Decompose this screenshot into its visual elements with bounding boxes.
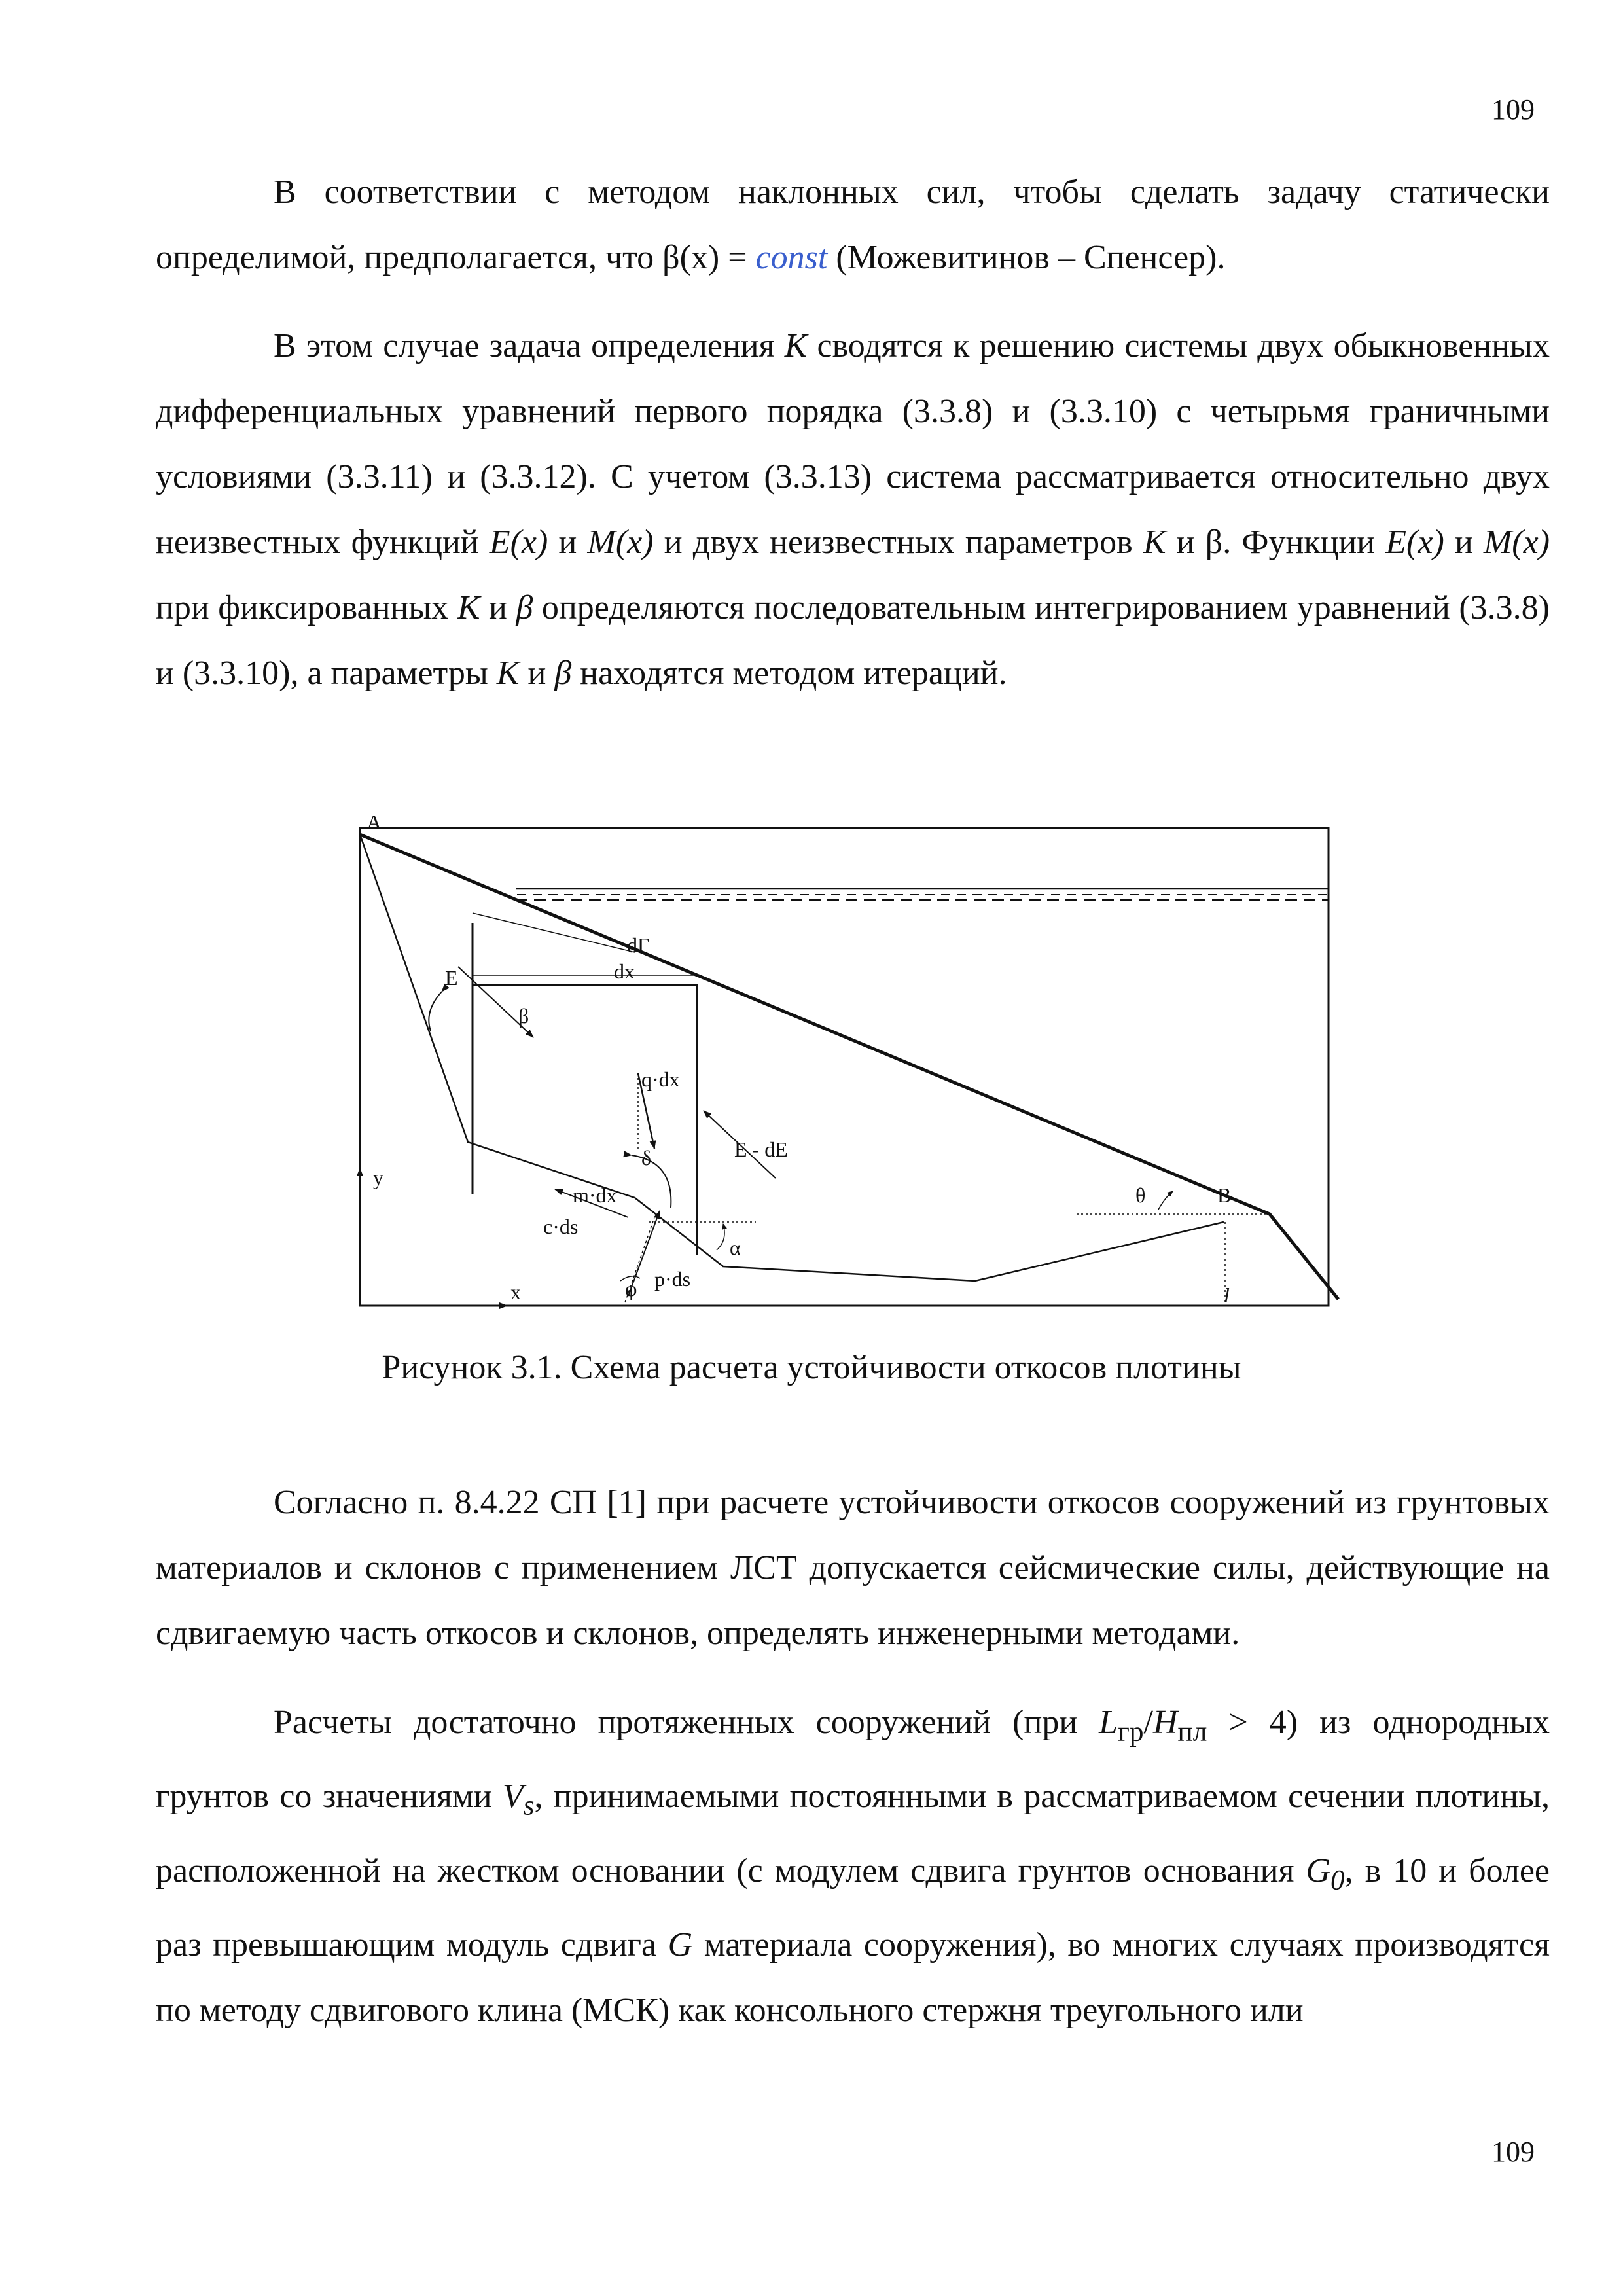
- p2-var-m: M: [587, 524, 616, 561]
- label-delta: δ: [641, 1146, 652, 1170]
- p2-text: при фиксированных: [156, 589, 457, 626]
- alpha-arc: [717, 1224, 724, 1250]
- paragraph-2: [156, 314, 1550, 706]
- label-dx: dx: [614, 960, 635, 983]
- p2-arg-x: (x): [615, 524, 654, 561]
- p4-text: , в 10 и более раз превышающим модуль сдвига: [156, 1852, 1550, 1964]
- p2-arg-x: (x): [1406, 524, 1444, 561]
- p4-var-h: H: [1152, 1704, 1178, 1741]
- label-alpha: α: [730, 1236, 741, 1259]
- p2-var-k: K: [496, 655, 520, 692]
- label-phi: φ: [625, 1277, 637, 1300]
- p2-text: определяются последовательным интегрированием уравнений (3.3.8) и (3.3.10), а параметры: [156, 589, 1550, 692]
- p4-var-g: G: [668, 1926, 693, 1964]
- p2-text: и β. Функции: [1166, 524, 1386, 561]
- paragraph-4: [156, 1690, 1550, 2043]
- theta-arc: [1158, 1191, 1173, 1210]
- p2-text: находятся методом итераций.: [571, 655, 1007, 692]
- p4-var-l: L: [1099, 1704, 1118, 1741]
- paragraph-3: Согласно п. 8.4.22 СП [1] при расчете устойчивости откосов сооружений из грунтовых материалов и склонов с применением ЛСТ допускается сейсмические силы, действующие на сдвигаемую часть откосов и склонов, определять инженерными методами.: [156, 1484, 1550, 1652]
- p4-text: Расчеты достаточно протяженных сооружений (при: [274, 1704, 1099, 1741]
- figure-caption: Рисунок 3.1. Схема расчета устойчивости откосов плотины: [382, 1349, 1241, 1386]
- p2-arg-x: (x): [1512, 524, 1550, 561]
- label-l: l: [1224, 1283, 1230, 1307]
- p1-text-a: В соответствии с методом наклонных сил, чтобы сделать задачу статически определимой, предполагается, что β(x) =: [156, 173, 1550, 276]
- p4-text: > 4) из однородных грунтов со значениями: [156, 1704, 1550, 1816]
- label-ede: E - dE: [734, 1138, 788, 1161]
- p2-text: и: [1444, 524, 1484, 561]
- label-beta: β: [518, 1004, 529, 1028]
- p4-sub: гр: [1118, 1715, 1144, 1748]
- beta-arc: [429, 992, 442, 1031]
- label-pds: p·ds: [654, 1267, 691, 1291]
- p4-text: материала сооружения), во многих случаях производятся по методу сдвигового клина (МСК) как консольного стержня треугольного или: [156, 1926, 1550, 2030]
- p4-var-v: V: [502, 1778, 524, 1816]
- p4-text: , принимаемыми постоянными в рассматриваемом сечении плотины, расположенной на жестком основании (с модулем сдвига грунтов основания: [156, 1778, 1550, 1890]
- p1-text-b: (Можевитинов – Спенсер).: [827, 239, 1226, 276]
- p2-var-beta: β: [516, 589, 533, 626]
- dim-dg: [473, 913, 635, 952]
- label-dg: dГ: [627, 933, 650, 957]
- label-mdx: m·dx: [573, 1183, 617, 1207]
- label-e: E: [445, 966, 458, 990]
- label-qdx: q·dx: [641, 1067, 680, 1091]
- label-cds: c·ds: [543, 1215, 579, 1238]
- p2-var-e: E: [489, 524, 510, 561]
- p4-sub: пл: [1177, 1715, 1207, 1748]
- p2-var-m: M: [1483, 524, 1512, 561]
- p2-var-k: K: [784, 327, 808, 365]
- p2-var-k: K: [457, 589, 480, 626]
- p2-var-beta: β: [554, 655, 572, 692]
- p2-var-e: E: [1385, 524, 1407, 561]
- p4-slash: /: [1143, 1704, 1153, 1741]
- label-a: A: [366, 815, 382, 834]
- p2-var-k: K: [1143, 524, 1166, 561]
- page-number-top: 109: [1491, 94, 1535, 126]
- paragraph-1: [156, 160, 1550, 291]
- p2-text: В этом случае задача определения: [274, 327, 785, 365]
- p2-text: и двух неизвестных параметров: [653, 524, 1143, 561]
- label-y: y: [373, 1166, 383, 1189]
- label-theta: θ: [1135, 1183, 1146, 1207]
- page-number-bottom: 109: [1491, 2136, 1535, 2168]
- p4-var-g: G: [1306, 1852, 1330, 1890]
- p2-arg-x: (x): [510, 524, 548, 561]
- label-b: B: [1217, 1183, 1232, 1207]
- p2-text: и: [548, 524, 588, 561]
- p4-sub: 0: [1330, 1864, 1345, 1896]
- p2-text: и: [519, 655, 555, 692]
- p1-const: const: [755, 239, 828, 276]
- p4-sub: s: [523, 1789, 535, 1821]
- p2-text: и: [480, 589, 516, 626]
- slip-surface: [360, 834, 1224, 1281]
- label-x: x: [510, 1280, 521, 1304]
- slope-stability-diagram: [347, 815, 1342, 1325]
- p2-text: сводятся к решению системы двух обыкновенных дифференциальных уравнений первого порядка (3.3.8) и (3.3.10) с четырьмя граничными условиями (3.3.11) и (3.3.12). С учетом (3.3.13) система рассматривается относительно двух неизвестных функций: [156, 327, 1550, 561]
